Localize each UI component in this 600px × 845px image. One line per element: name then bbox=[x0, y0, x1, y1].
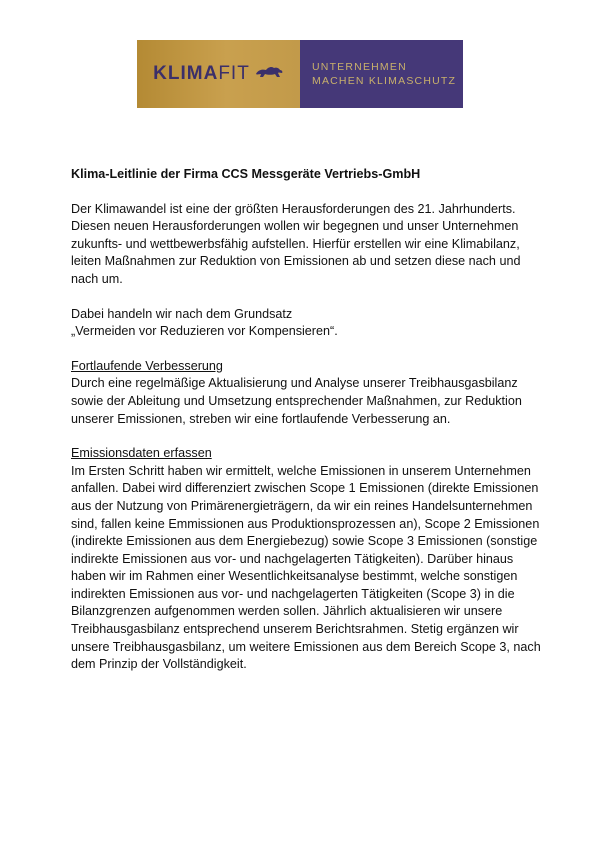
logo-text-light: FIT bbox=[218, 63, 250, 84]
section-body-improvement: Durch eine regelmäßige Aktualisierung und Analyse unserer Treibhausgasbilanz sowie der Ableitung und Umsetzung entsprechender Maßnahmen, zur Reduktion unserer Emissionen, streben wir eine fortlaufende Verbesserung an. bbox=[71, 376, 522, 426]
intro-paragraph: Der Klimawandel ist eine der größten Herausforderungen des 21. Jahrhunderts. Diesen neuen Herausforderungen wollen wir begegnen und unser Unternehmen zukunfts- und wettbewerbsfähig aufstellen. Hierfür erstellen wir eine Klimabilanz, leiten Maßnahmen zur Reduktion von Emissionen ab und setzen diese nach und nach um. bbox=[71, 201, 521, 286]
document-body bbox=[71, 166, 541, 691]
principle-quote: „Vermeiden vor Reduzieren vor Kompensieren“. bbox=[71, 324, 338, 339]
section-body-emissions: Im Ersten Schritt haben wir ermittelt, welche Emissionen in unserem Unternehmen anfallen. Dabei wird differenziert zwischen Scope 1 Emissionen (direkte Emissionen aus der Nutzung von Primärenergieträgern, da wir ein reines Handelsunternehmen sind, fallen keine Emmissionen aus Produktionsprozessen an), Scope 2 Emissionen (indirekte Emissionen aus dem Energiebezug) sowie Scope 3 Emissionen (sonstige indirekte Emissionen aus vor- und nachgelagerten Tätigkeiten). Darüber hinaus haben wir im Rahmen einer Wesentlichkeitsanalyse bestimmt, welche sonstigen indirekten Emissionen aus vor- und nachgelagerten Tätigkeiten (Scope 3) in die Bilanzgrenzen aufgenommen werden sollen. Jährlich aktualisieren wir unsere Treibhausgasbilanz entsprechend unserem Berichtsrahmen. Stetig ergänzen wir unsere Treibhausgasbilanz, um weitere Emissionen aus dem Bereich Scope 3, nach dem Prinzip der Vollständigkeit. bbox=[71, 463, 541, 672]
klimafit-logo bbox=[153, 63, 284, 85]
section-heading-emissions: Emissionsdaten erfassen bbox=[71, 446, 212, 461]
klimafit-banner bbox=[137, 40, 463, 108]
section-improvement bbox=[71, 358, 541, 428]
section-emissions bbox=[71, 445, 541, 674]
principle-line-1: Dabei handeln wir nach dem Grundsatz bbox=[71, 306, 293, 321]
logo-text-bold: KLIMA bbox=[153, 63, 219, 84]
lion-icon bbox=[254, 64, 284, 85]
banner-logo-panel bbox=[137, 40, 300, 108]
banner-slogan-panel bbox=[300, 40, 463, 108]
document-title: Klima-Leitlinie der Firma CCS Messgeräte Vertriebs-GmbH bbox=[71, 167, 421, 181]
principle-paragraph bbox=[71, 306, 541, 341]
section-heading-improvement: Fortlaufende Verbesserung bbox=[71, 358, 223, 373]
slogan-line-2: MACHEN KLIMASCHUTZ bbox=[312, 75, 457, 87]
slogan-line-1: UNTERNEHMEN bbox=[312, 61, 407, 73]
